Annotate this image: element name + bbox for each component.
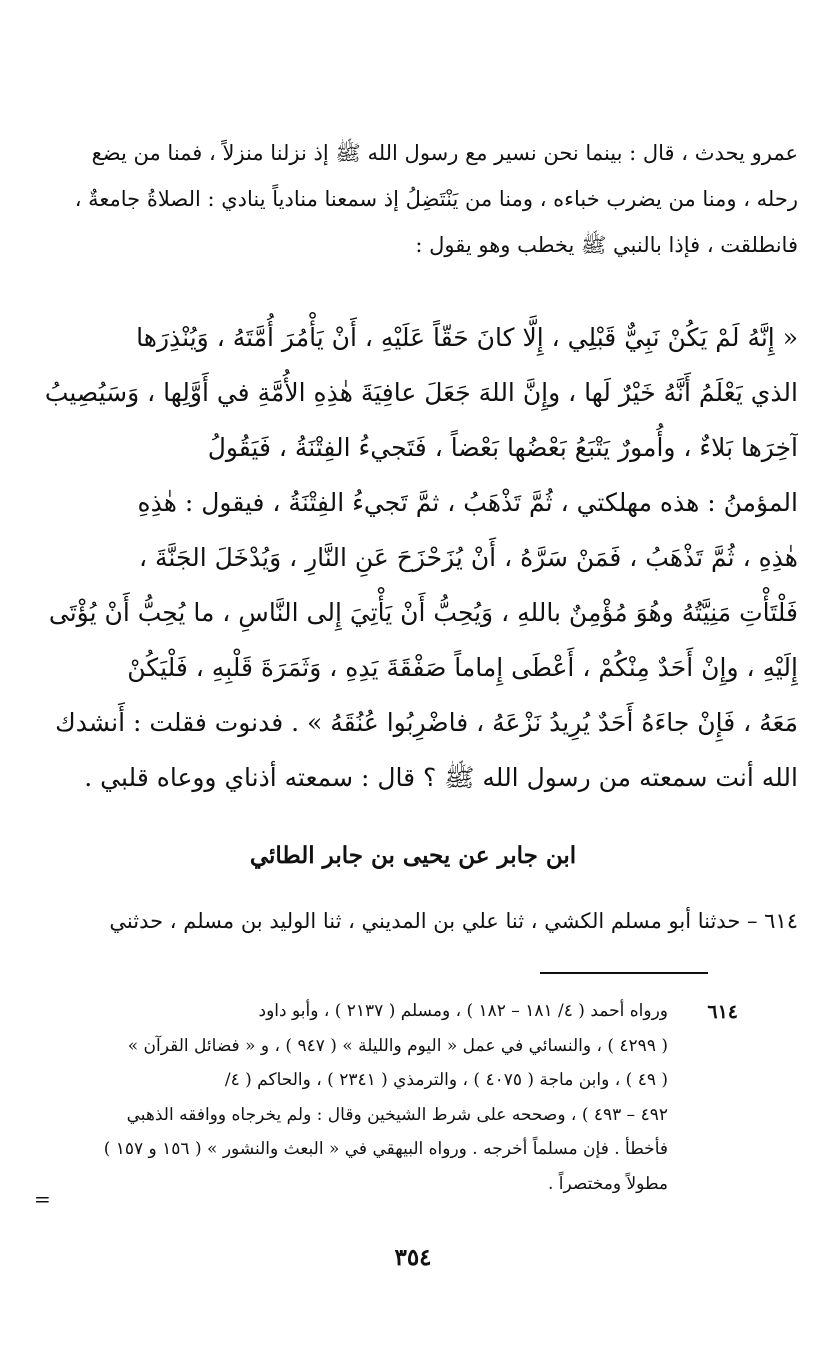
continuation-mark: = bbox=[34, 1187, 51, 1211]
text-line: رحله ، ومنا من يضرب خباءه ، ومنا من يَنْتَضِلُ إذ سمعنا منادياً ينادي : الصلاةُ جامعةٌ ، bbox=[74, 187, 798, 211]
hadith-line: مَعَهُ ، فَإِنْ جاءَهُ أَحَدٌ يُرِيدُ نَزْعَهُ ، فاضْرِبُوا عُنُقَهُ » . فدنوت فقلت : أَنشدك bbox=[55, 708, 798, 737]
hadith-line: هٰذِهِ ، ثُمَّ تَذْهَبُ ، فَمَنْ سَرَّهُ ، أَنْ يُزَحْزَحَ عَنِ النَّارِ ، وَيُدْخَلَ الجَنَّةَ ، bbox=[138, 543, 798, 572]
footnote-line: ٤٩٢ – ٤٩٣ ) ، وصححه على شرط الشيخين وقال : ولم يخرجاه ووافقه الذهبي bbox=[126, 1104, 668, 1125]
footnote-number: ٦١٤ bbox=[707, 1001, 738, 1023]
hadith-text bbox=[28, 310, 798, 805]
hadith-line: فَلْتَأْتِ مَنِيَّتُهُ وهُوَ مُؤْمِنٌ باللهِ ، وَيُحِبُّ أَنْ يَأْتِيَ إِلى النَّاسِ ، ما يُحِبُّ أَنْ يُؤْتَى bbox=[48, 598, 798, 627]
footnote-divider bbox=[540, 972, 708, 974]
narration-line: ٦١٤ – حدثنا أبو مسلم الكشي ، ثنا علي بن المديني ، ثنا الوليد بن مسلم ، حدثني bbox=[109, 909, 798, 933]
hadith-line: الله أنت سمعته من رسول الله ﷺ ؟ قال : سمعته أذناي ووعاه قلبي . bbox=[84, 763, 798, 792]
footnote-line: فأخطأ . فإن مسلماً أخرجه . ورواه البيهقي في « البعث والنشور » ( ١٥٦ و ١٥٧ ) bbox=[103, 1139, 668, 1159]
hadith-line: آخِرَها بَلاءٌ ، وأُمورٌ يَتْبَعُ بَعْضُها بَعْضاً ، فَتَجيءُ الفِتْنَةُ ، فَيَقُولُ bbox=[207, 433, 798, 462]
text-line: عمرو يحدث ، قال : بينما نحن نسير مع رسول الله ﷺ إذ نزلنا منزلاً ، فمنا من يضع bbox=[91, 141, 798, 165]
hadith-line: الذي يَعْلَمُ أَنَّهُ خَيْرٌ لَها ، وإِنَّ اللهَ جَعَلَ عافِيَةَ هٰذِهِ الأُمَّةِ في أَوَّلِها ، وَسَيُصِيبُ bbox=[44, 378, 798, 407]
footnote-line: ورواه أحمد ( ٤/ ١٨١ – ١٨٢ ) ، ومسلم ( ٢١٣٧ ) ، وأبو داود bbox=[258, 1001, 668, 1021]
footnote-line: ( ٤٢٩٩ ) ، والنسائي في عمل « اليوم والليلة » ( ٩٤٧ ) ، و « فضائل القرآن » bbox=[127, 1035, 668, 1056]
page-number: ٣٥٤ bbox=[394, 1244, 432, 1271]
intro-paragraph bbox=[28, 130, 798, 268]
hadith-line: « إِنَّهُ لَمْ يَكُنْ نَبِيٌّ قَبْلِي ، إِلَّا كانَ حَقّاً عَلَيْهِ ، أَنْ يَأْمُرَ أُمَّتَهُ ، وَيُنْذِرَها bbox=[136, 323, 798, 352]
footnote-line: ( ٤٩ ) ، وابن ماجة ( ٤٠٧٥ ) ، والترمذي ( ٢٣٤١ ) ، والحاكم ( ٤/ bbox=[224, 1070, 668, 1090]
section-heading: ابن جابر عن يحيى بن جابر الطائي bbox=[249, 842, 577, 869]
footnote-line: مطولاً ومختصراً . bbox=[547, 1173, 668, 1194]
hadith-line: إِلَيْهِ ، وإِنْ أَحَدٌ مِنْكُمْ ، أَعْطَى إِماماً صَفْقَةَ يَدِهِ ، وَثَمَرَةَ قَلْبِهِ ، فَلْيَكُنْ bbox=[127, 653, 798, 682]
text-line: فانطلقت ، فإذا بالنبي ﷺ يخطب وهو يقول : bbox=[415, 233, 798, 257]
footnote bbox=[52, 994, 668, 1201]
hadith-line: المؤمنُ : هذه مهلكتي ، ثُمَّ تَذْهَبُ ، ثمَّ تَجيءُ الفِتْنَةُ ، فيقول : هٰذِهِ bbox=[137, 488, 798, 517]
